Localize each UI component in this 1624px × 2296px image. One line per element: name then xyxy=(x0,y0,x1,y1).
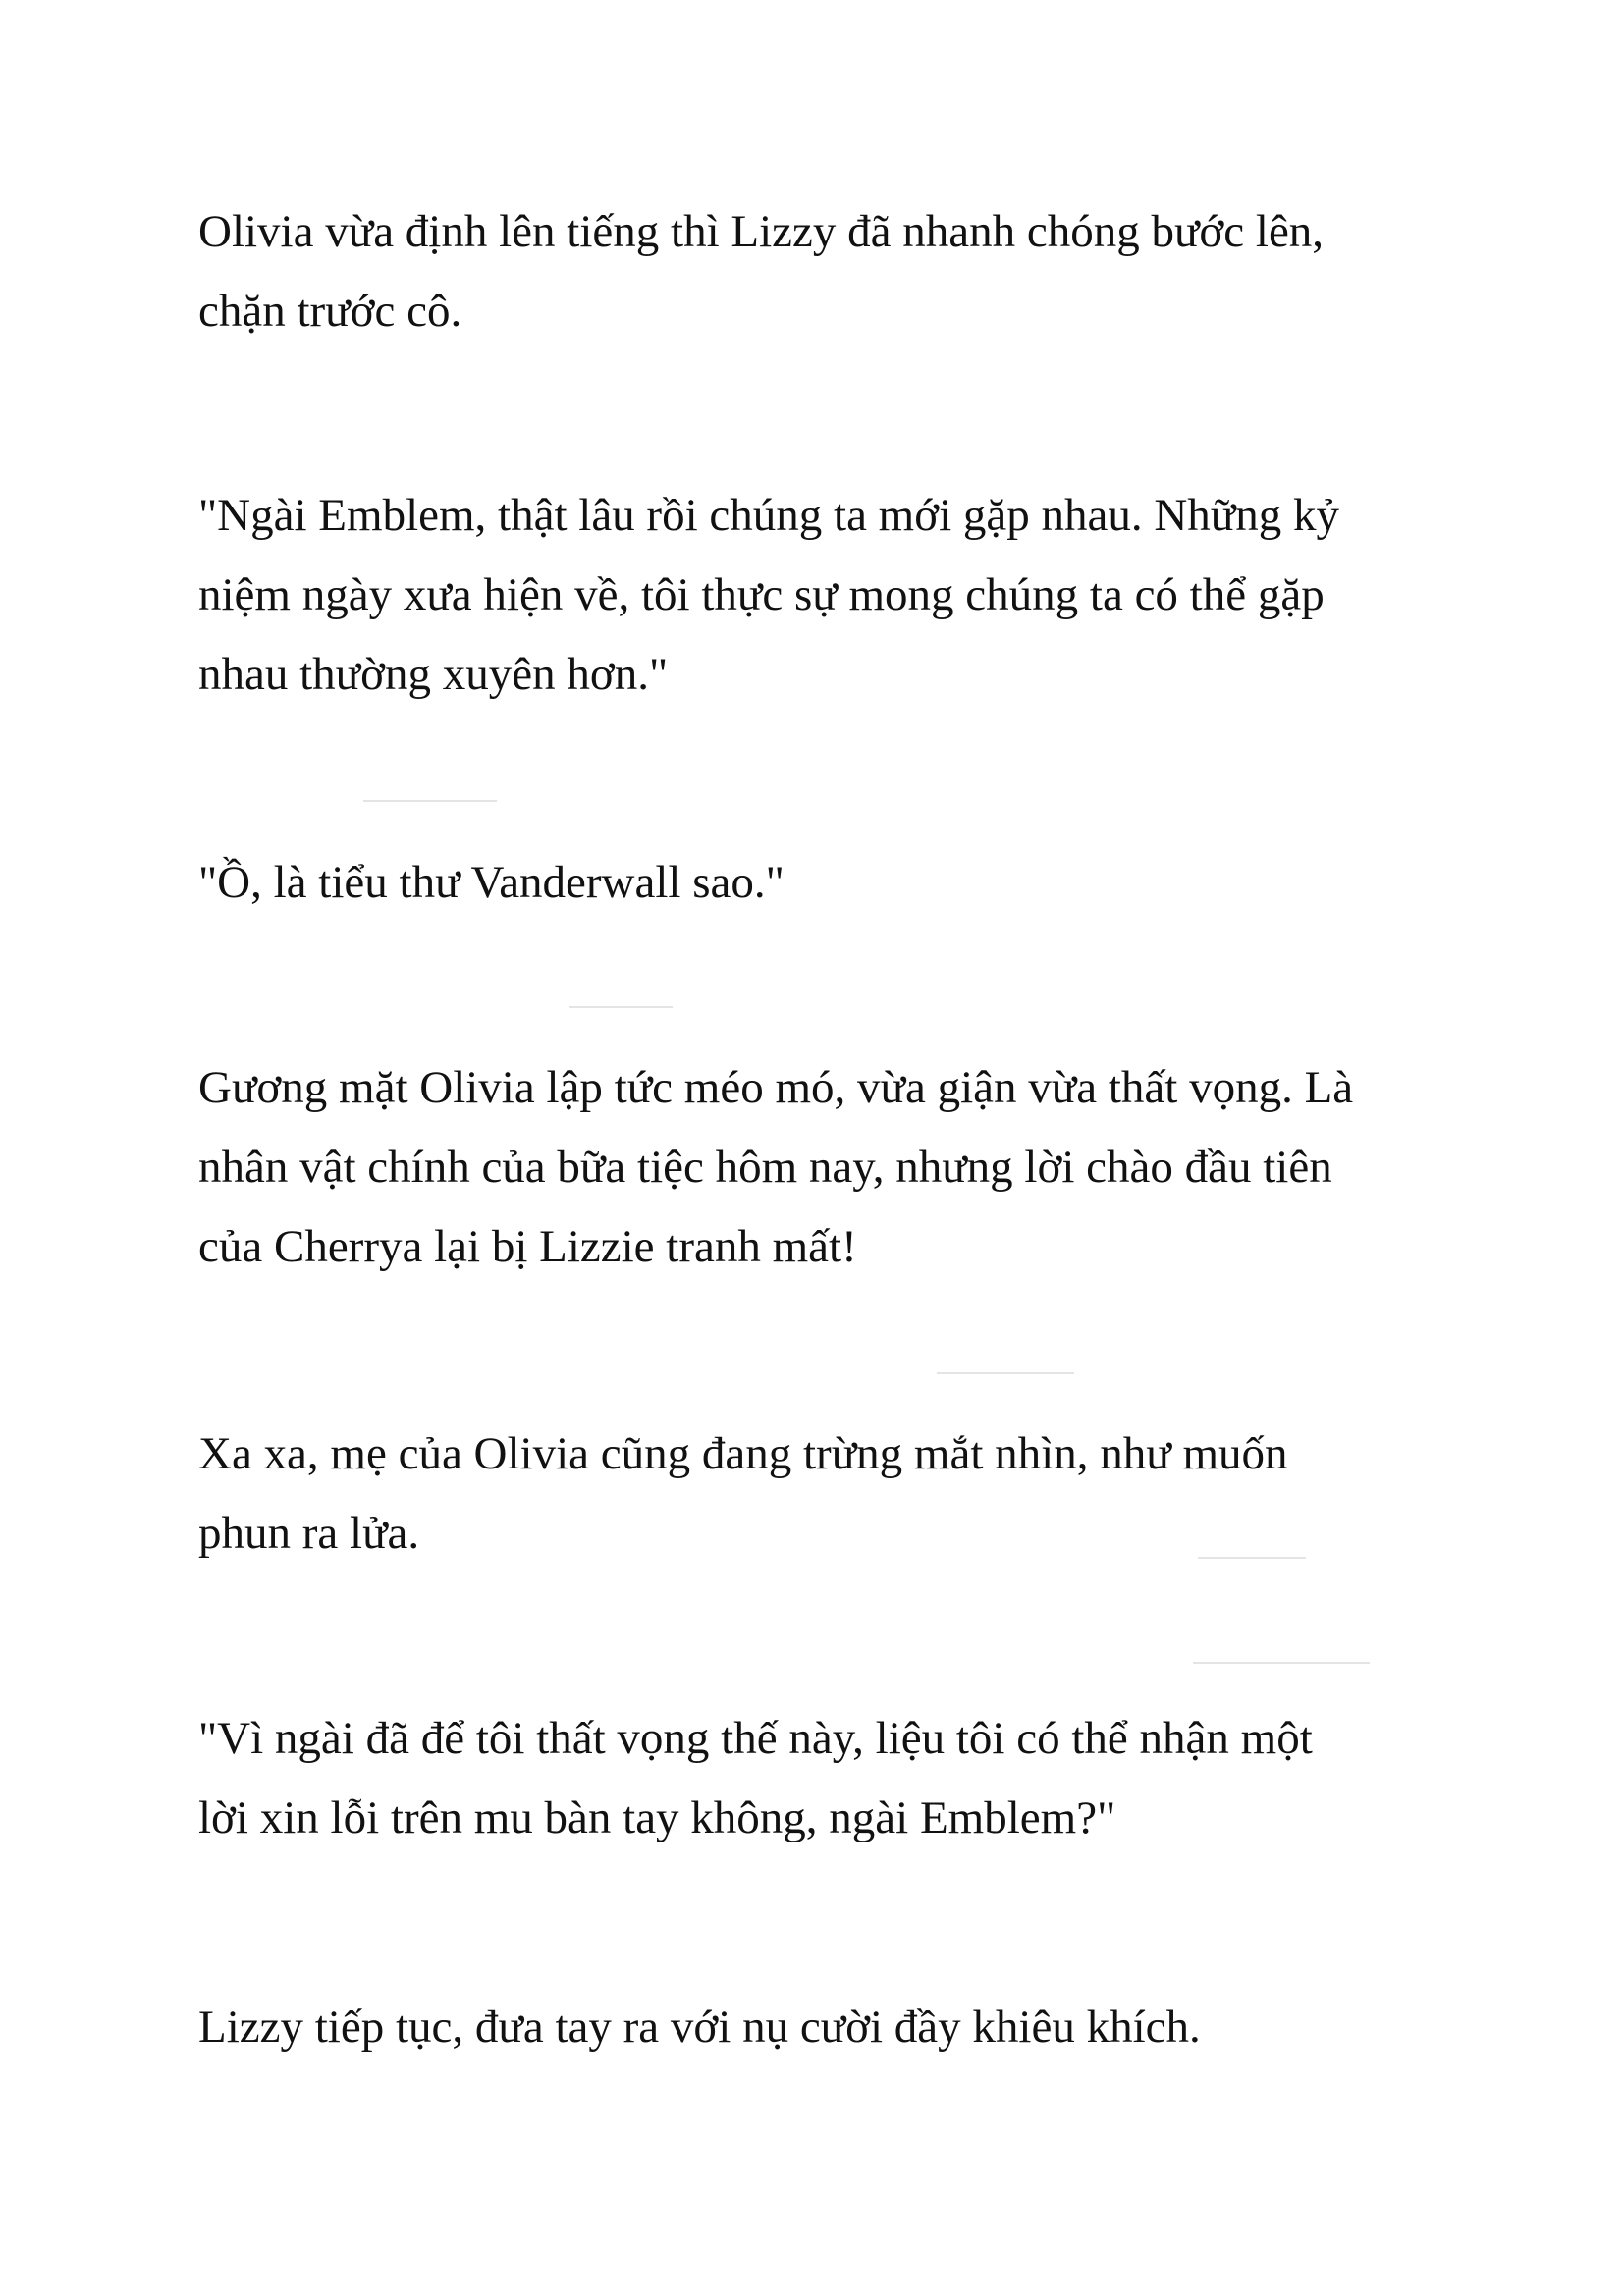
paragraph-5 xyxy=(198,1415,1475,1574)
text-line: "Vì ngài đã để tôi thất vọng thế này, liệu tôi có thể nhận một xyxy=(198,1713,1313,1764)
paragraph-6 xyxy=(198,1699,1475,1858)
text-line: nhau thường xuyên hơn." xyxy=(198,649,669,700)
text-line: "Ngài Emblem, thật lâu rồi chúng ta mới gặp nhau. Những kỷ xyxy=(198,490,1340,541)
text-line: chặn trước cô. xyxy=(198,286,462,337)
text-line: của Cherrya lại bị Lizzie tranh mất! xyxy=(198,1221,857,1272)
scan-artifact xyxy=(569,1006,673,1008)
text-line: nhân vật chính của bữa tiệc hôm nay, nhưng lời chào đầu tiên xyxy=(198,1142,1332,1193)
text-line: Olivia vừa định lên tiếng thì Lizzy đã nhanh chóng bước lên, xyxy=(198,206,1325,257)
paragraph-2 xyxy=(198,476,1475,715)
text-line: phun ra lửa. xyxy=(198,1508,420,1559)
scan-artifact xyxy=(937,1372,1074,1374)
paragraph-4 xyxy=(198,1048,1475,1287)
text-line: Lizzy tiếp tục, đưa tay ra với nụ cười đầy khiêu khích. xyxy=(198,2002,1201,2053)
scan-artifact xyxy=(363,800,497,802)
scan-artifact xyxy=(1198,1557,1306,1559)
scan-artifact xyxy=(1193,1662,1370,1664)
paragraph-7 xyxy=(198,1988,1475,2067)
text-line: "Ồ, là tiểu thư Vanderwall sao." xyxy=(198,857,785,908)
text-line: Xa xa, mẹ của Olivia cũng đang trừng mắt nhìn, như muốn xyxy=(198,1428,1288,1479)
text-line: niệm ngày xưa hiện về, tôi thực sự mong chúng ta có thể gặp xyxy=(198,569,1325,620)
text-line: lời xin lỗi trên mu bàn tay không, ngài Emblem?" xyxy=(198,1792,1116,1843)
paragraph-1 xyxy=(198,192,1475,351)
paragraph-3 xyxy=(198,843,1475,923)
text-line: Gương mặt Olivia lập tức méo mó, vừa giận vừa thất vọng. Là xyxy=(198,1062,1354,1113)
